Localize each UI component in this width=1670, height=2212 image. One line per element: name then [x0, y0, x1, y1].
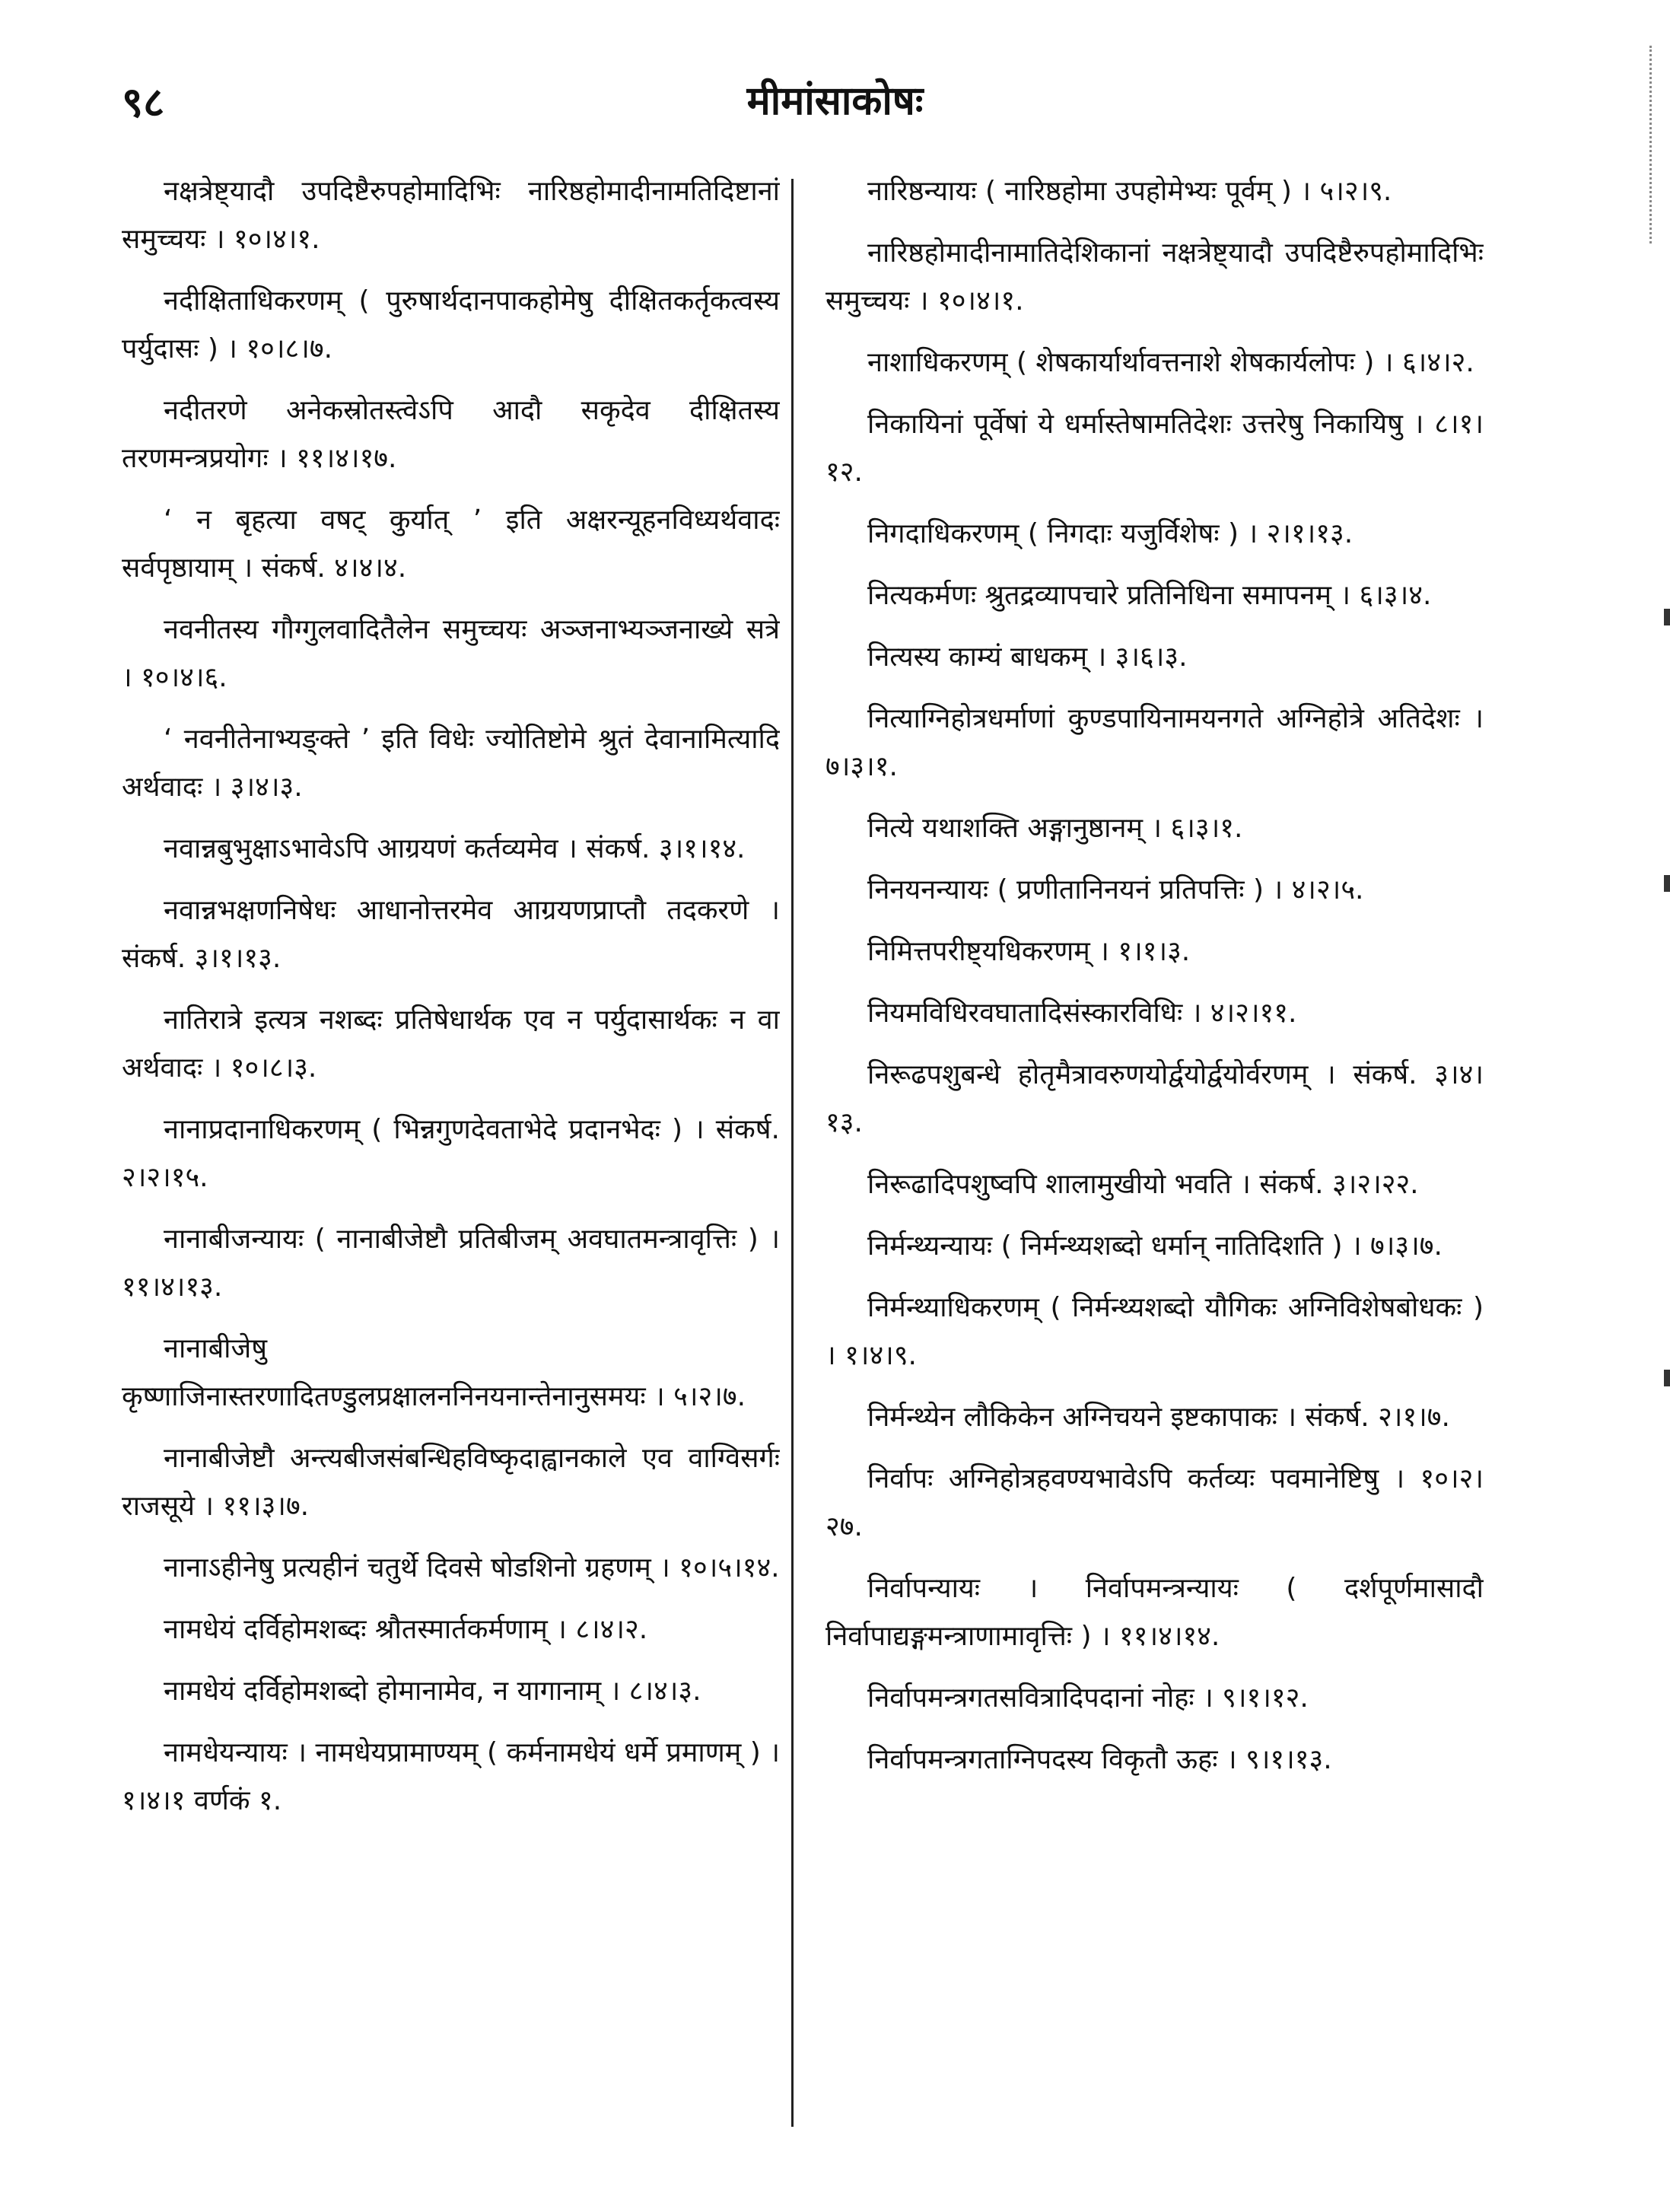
margin-mark [1664, 609, 1670, 625]
index-entry: नानाबीजेषु कृष्णाजिनास्तरणादितण्डुलप्रक्षालननिनयनान्तेनानुसमयः । ५।२।७. [122, 1333, 746, 1412]
index-entry: निकायिनां पूर्वेषां ये धर्मास्तेषामतिदेशः उत्तरेषु निकायिषु । ८।१।१२. [825, 409, 1484, 488]
index-entry: नानाप्रदानाधिकरणम् ( भिन्नगुणदेवताभेदे प्रदानभेदः ) । संकर्ष. २।२।१५. [122, 1114, 780, 1193]
scan-edge-marks [1649, 46, 1662, 243]
index-entry: नित्यकर्मणः श्रुतद्रव्यापचारे प्रतिनिधिना समापनम् । ६।३।४. [867, 580, 1432, 611]
index-entry: निगदाधिकरणम् ( निगदाः यजुर्विशेषः ) । २।१।१३. [867, 518, 1353, 549]
index-entry: नियमविधिरवघातादिसंस्कारविधिः । ४।२।११. [867, 998, 1297, 1029]
index-entry: नवान्नभक्षणनिषेधः आधानोत्तरमेव आग्रयणप्राप्तौ तदकरणे । संकर्ष. ३।१।१३. [122, 895, 780, 974]
index-entry: नित्यस्य काम्यं बाधकम् । ३।६।३. [867, 641, 1188, 673]
running-title: मीमांसाकोषः [746, 78, 924, 124]
index-entry: नवान्नबुभुक्षाऽभावेऽपि आग्रयणं कर्तव्यमेव । संकर्ष. ३।१।१४. [164, 833, 746, 864]
index-entry: नानाबीजेष्टौ अन्त्यबीजसंबन्धिहविष्कृदाह्वानकाले एव वाग्विसर्गः राजसूये । ११।३।७. [122, 1443, 780, 1522]
index-entry: नक्षत्रेष्ट्यादौ उपदिष्टैरुपहोमादिभिः नारिष्ठहोमादीनामतिदिष्टानां समुच्चयः । १०।४।१. [122, 176, 780, 255]
index-entry: निर्वापमन्त्रगताग्निपदस्य विकृतौ ऊहः । ९।१।१३. [867, 1744, 1332, 1775]
index-entry: नानाऽहीनेषु प्रत्यहीनं चतुर्थे दिवसे षोडशिनो ग्रहणम् । १०।५।१४. [164, 1552, 780, 1583]
index-entry: नवनीतस्य गौग्गुलवादितैलेन समुच्चयः अञ्जनाभ्यञ्जनाख्ये सत्रे । १०।४।६. [122, 614, 780, 693]
index-entry: नामधेयं दर्विहोमशब्दः श्रौतस्मार्तकर्मणाम् । ८।४।२. [164, 1614, 648, 1645]
index-entry: ‘ नवनीतेनाभ्यङ्क्ते ’ इति विधेः ज्योतिष्टोमे श्रुतं देवानामित्यादि अर्थवादः । ३।४।३. [122, 724, 780, 803]
page-number: ९८ [122, 78, 165, 126]
index-entry: नामधेयं दर्विहोमशब्दो होमानामेव, न यागानाम् । ८।४।३. [164, 1676, 701, 1707]
index-entry: निर्मन्थ्यन्यायः ( निर्मन्थ्यशब्दो धर्मान् नातिदिशति ) । ७।३।७. [867, 1230, 1443, 1262]
index-entry: निमित्तपरीष्ट्यधिकरणम् । १।१।३. [867, 936, 1191, 967]
index-entry: निरूढादिपशुष्वपि शालामुखीयो भवति । संकर्ष. ३।२।२२. [867, 1169, 1419, 1200]
index-entry: निनयनन्यायः ( प्रणीतानिनयनं प्रतिपत्तिः ) । ४।२।५. [867, 874, 1364, 905]
index-entry: नानाबीजन्यायः ( नानाबीजेष्टौ प्रतिबीजम् अवघातमन्त्रावृत्तिः ) । ११।४।१३. [122, 1224, 780, 1303]
index-entry: निर्वापन्यायः । निर्वापमन्त्रन्यायः ( दर्शपूर्णमासादौ निर्वापाद्यङ्गमन्त्राणामावृत्तिः ) । ११।४।१४. [825, 1573, 1484, 1652]
index-entry: नातिरात्रे इत्यत्र नशब्दः प्रतिषेधार्थक एव न पर्युदासार्थकः न वा अर्थवादः । १०।८।३. [122, 1004, 780, 1084]
margin-mark [1664, 1370, 1670, 1386]
index-entry: नदीतरणे अनेकस्रोतस्त्वेऽपि आदौ सकृदेव दीक्षितस्य तरणमन्त्रप्रयोगः । ११।४।१७. [122, 395, 780, 474]
index-entry: नाशाधिकरणम् ( शेषकार्यार्थावत्तनाशे शेषकार्यलोपः ) । ६।४।२. [867, 347, 1474, 378]
page-header [0, 72, 1670, 133]
index-entry: नित्याग्निहोत्रधर्माणां कुण्डपायिनामयनगते अग्निहोत्रे अतिदेशः । ७।३।१. [825, 703, 1484, 782]
index-entry: नित्ये यथाशक्ति अङ्गानुष्ठानम् । ६।३।१. [867, 813, 1243, 844]
index-entry: निर्मन्थ्येन लौकिकेन अग्निचयने इष्टकापाकः । संकर्ष. २।१।७. [867, 1402, 1450, 1433]
index-entry: निरूढपशुबन्धे होतृमैत्रावरुणयोर्द्वयोर्द्वयोर्वरणम् । संकर्ष. ३।४।१३. [825, 1059, 1484, 1138]
index-entry: निर्वापः अग्निहोत्रहवण्यभावेऽपि कर्तव्यः पवमानेष्टिषु । १०।२।२७. [825, 1463, 1484, 1542]
index-entry: निर्मन्थ्याधिकरणम् ( निर्मन्थ्यशब्दो यौगिकः अग्निविशेषबोधकः ) । १।४।९. [825, 1292, 1484, 1371]
column-divider [791, 179, 794, 2127]
index-entry: निर्वापमन्त्रगतसवित्रादिपदानां नोहः । ९।१।१२. [867, 1682, 1309, 1714]
index-entry: नारिष्ठहोमादीनामातिदेशिकानां नक्षत्रेष्ट्यादौ उपदिष्टैरुपहोमादिभिः समुच्चयः । १०।४।१. [825, 237, 1484, 317]
right-column [825, 167, 1484, 2146]
margin-mark [1664, 875, 1670, 892]
index-entry: ‘ न बृहत्या वषट् कुर्यात् ’ इति अक्षरन्यूहनविध्यर्थवादः सर्वपृष्ठायाम् । संकर्ष. ४।४।४. [122, 504, 780, 584]
index-entry: नारिष्ठन्यायः ( नारिष्ठहोमा उपहोमेभ्यः पूर्वम् ) । ५।२।९. [867, 176, 1392, 207]
left-column [122, 167, 780, 2146]
index-entry: नदीक्षिताधिकरणम् ( पुरुषार्थदानपाकहोमेषु दीक्षितकर्तृकत्वस्य पर्युदासः ) । १०।८।७. [122, 285, 780, 364]
index-entry: नामधेयन्यायः । नामधेयप्रामाण्यम् ( कर्मनामधेयं धर्मे प्रमाणम् ) । १।४।१ वर्णकं १. [122, 1737, 780, 1816]
